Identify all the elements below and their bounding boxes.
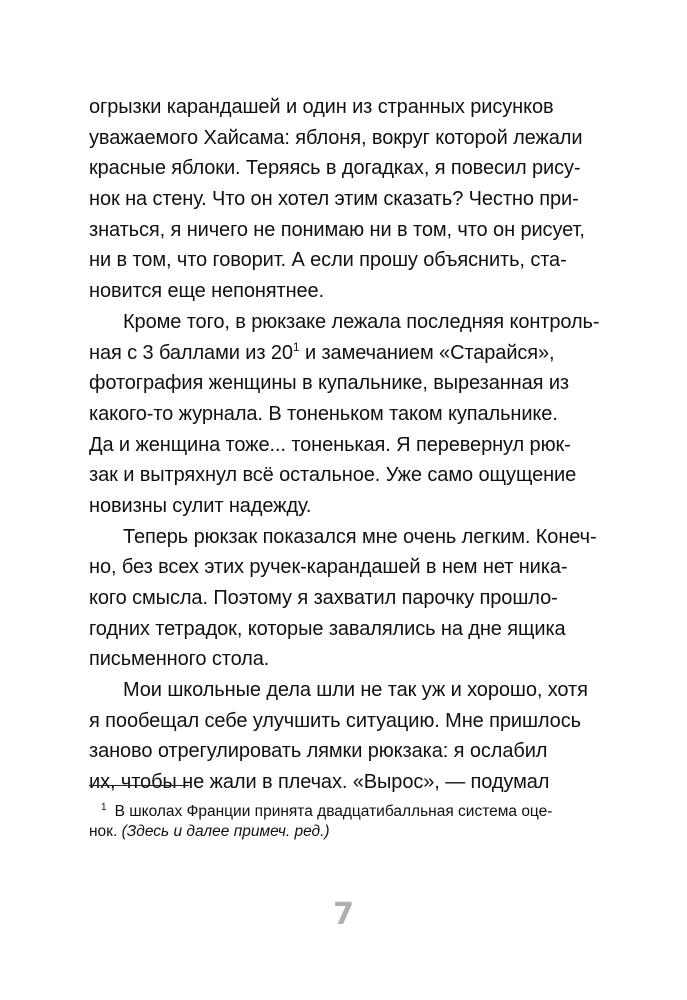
text-line: зак и вытряхнул всё остальное. Уже само ощущение	[89, 464, 577, 487]
text-line: Да и женщина тоже... тоненькая. Я перевернул рюк-	[89, 433, 571, 456]
text-line: нок на стену. Что он хотел этим сказать? Честно при-	[89, 188, 579, 211]
text-line: знаться, я ничего не понимаю ни в том, что он рисует,	[89, 218, 585, 241]
footnote-reference[interactable]: 1	[292, 339, 300, 354]
footnote-text: нок.	[89, 823, 122, 840]
text-line: но, без всех этих ручек-карандашей в нем нет ника-	[89, 556, 568, 579]
footnote-line	[89, 796, 553, 820]
text-line: новизны сулит надежду.	[89, 494, 312, 517]
text-line: Мои школьные дела шли не так уж и хорошо, хотя	[123, 679, 588, 702]
text-line: Теперь рюкзак показался мне очень легким. Конеч-	[123, 525, 597, 548]
text-line: новится еще непонятнее.	[89, 280, 325, 303]
text-line: заново отрегулировать лямки рюкзака: я ослабил	[89, 740, 548, 763]
footnote-text: В школах Франции принята двадцатибалльная система оце-	[114, 803, 553, 820]
footnote-editor-note: (Здесь и далее примеч. ред.)	[121, 823, 330, 840]
page-number: 7	[333, 897, 354, 932]
text-line: письменного стола.	[89, 648, 270, 671]
text-fragment: ная с 3 баллами из 20	[89, 341, 293, 364]
text-line: Кроме того, в рюкзаке лежала последняя контроль-	[123, 310, 600, 333]
footnote	[89, 796, 553, 844]
text-fragment: и замечанием «Старайся»,	[299, 341, 555, 364]
text-line: кого смысла. Поэтому я захватил парочку прошло-	[89, 587, 558, 609]
footnote-line	[89, 820, 545, 844]
text-line: уважаемого Хайсама: яблоня, вокруг которой лежали	[89, 126, 583, 149]
text-line: я пообещал себе улучшить ситуацию. Мне пришлось	[89, 709, 581, 732]
text-line: фотография женщины в купальнике, вырезанная из	[89, 372, 569, 395]
text-line: огрызки карандашей и один из странных рисунков	[89, 96, 554, 118]
body-text	[89, 92, 600, 798]
text-line-with-footnote-ref	[89, 338, 555, 369]
footnote-divider	[89, 785, 189, 786]
text-line: ни в том, что говорит. А если прошу объяснить, ста-	[89, 249, 567, 272]
text-line: годних тетрадок, которые завалялись на дне ящика	[89, 617, 566, 640]
footnote-mark: 1	[101, 802, 107, 813]
text-line: какого-то журнала. В тоненьком таком купальнике.	[89, 402, 558, 425]
text-line: их, чтобы не жали в плечах. «Вырос», — подумал	[89, 771, 550, 794]
text-line: красные яблоки. Теряясь в догадках, я повесил рису-	[89, 157, 581, 180]
